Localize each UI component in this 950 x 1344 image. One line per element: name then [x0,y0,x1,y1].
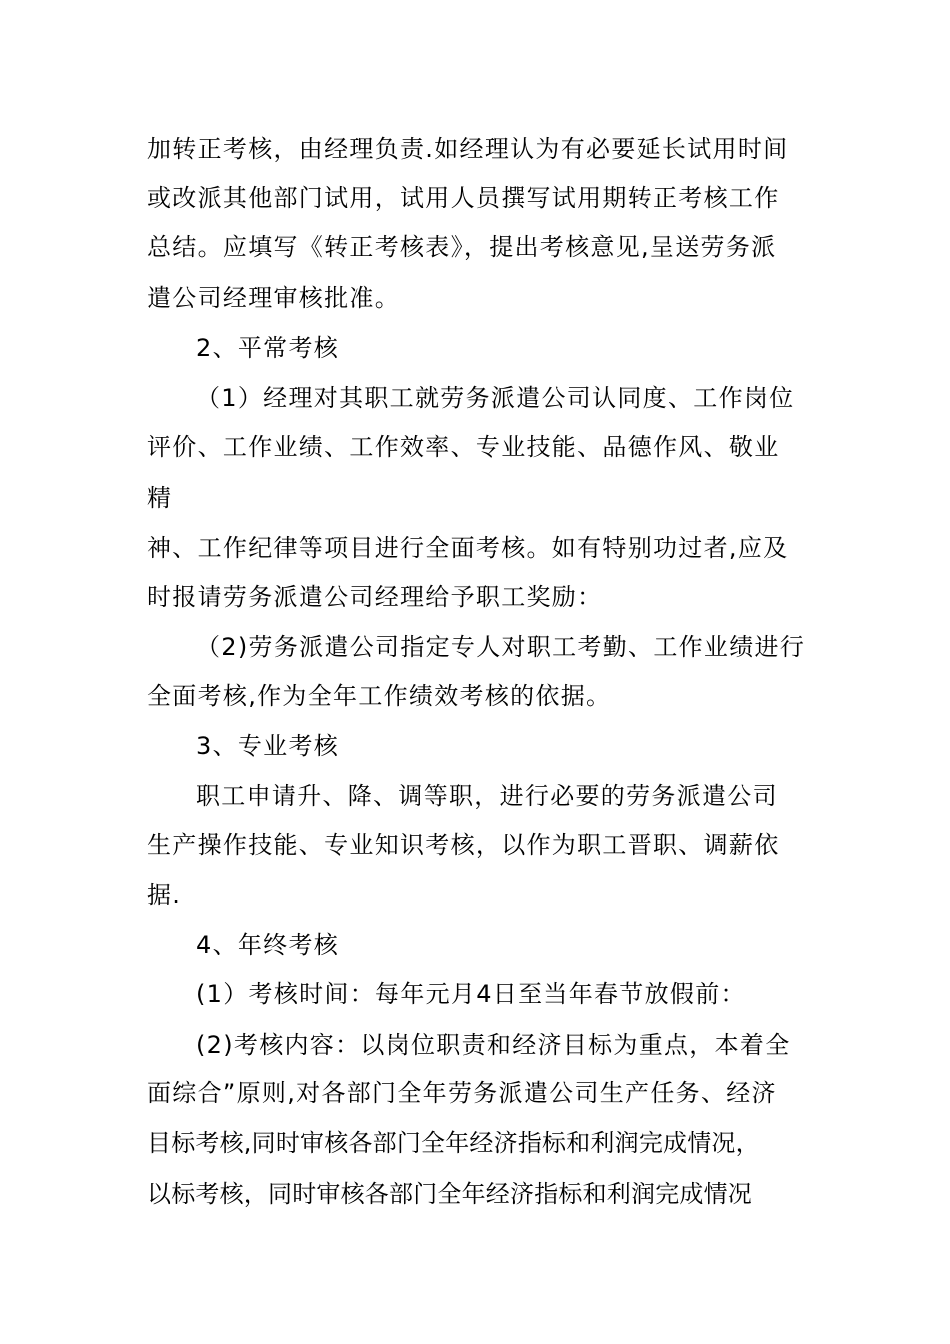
text-line: 以标考核，同时审核各部门全年经济指标和利润完成情况 [147,1180,752,1208]
text-line: 神、工作纪律等项目进行全面考核。如有特别功过者,应及 [147,534,789,562]
text-line: 或改派其他部门试用，试用人员撰写试用期转正考核工作 [147,184,780,212]
text-line: 遣公司经理审核批准。 [147,284,400,312]
section-heading: 4、年终考核 [196,931,340,959]
text-line: 加转正考核，由经理负责.如经理认为有必要延长试用时间 [147,135,789,163]
section-heading: 2、平常考核 [196,334,340,362]
text-line: 时报请劳务派遣公司经理给予职工奖励： [147,583,603,611]
text-line: 据. [147,881,182,909]
text-line: 总结。应填写《转正考核表》，提出考核意见,呈送劳务派 [147,233,777,261]
text-line: 职工申请升、降、调等职，进行必要的劳务派遣公司 [196,782,778,810]
section-heading: 3、专业考核 [196,732,340,760]
text-line: (2)考核内容：以岗位职责和经济目标为重点，本着全 [196,1031,791,1059]
text-line: （2)劳务派遣公司指定专人对职工考勤、工作业绩进行 [196,633,806,661]
text-line: 面综合”原则,对各部门全年劳务派遣公司生产任务、经济 [147,1079,777,1107]
text-line: 全面考核,作为全年工作绩效考核的依据。 [147,682,612,710]
text-line: （1）经理对其职工就劳务派遣公司认同度、工作岗位 [196,384,795,412]
text-line: 生产操作技能、专业知识考核，以作为职工晋职、调薪依 [147,831,780,859]
text-line: 精 [147,484,173,512]
text-line: 评价、工作业绩、工作效率、专业技能、品德作风、敬业 [147,433,780,461]
text-line: 目标考核,同时审核各部门全年经济指标和利润完成情况， [147,1129,760,1157]
text-line: (1）考核时间：每年元月4日至当年春节放假前： [196,980,746,1008]
